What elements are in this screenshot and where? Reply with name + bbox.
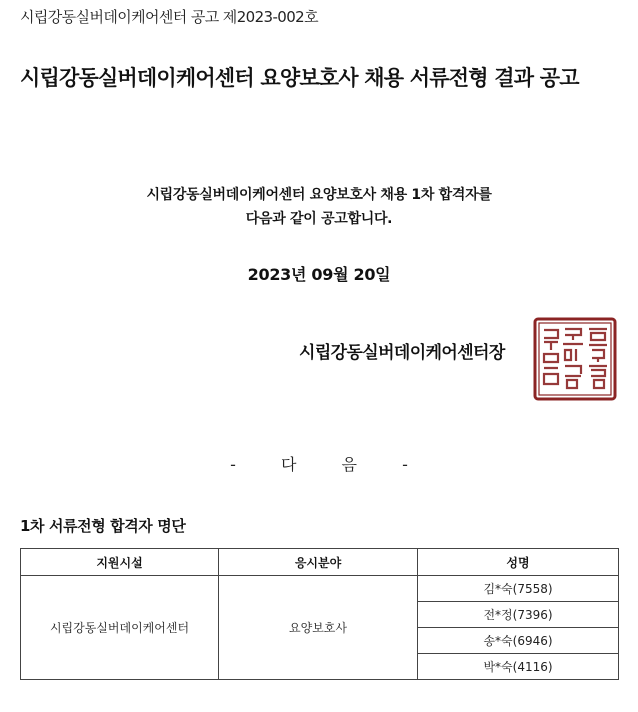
- cell-name: 김*숙(7558): [418, 576, 619, 602]
- header-facility: 지원시설: [21, 549, 219, 576]
- following-dash-left: -: [230, 455, 236, 474]
- table-header-row: [21, 549, 619, 576]
- following-word-2: 음: [341, 455, 358, 474]
- intro-line-1: 시립강동실버데이케어센터 요양보호사 채용 1차 합격자를: [146, 187, 492, 203]
- notice-date: 2023년 09월 20일: [247, 265, 391, 284]
- document-title: 시립강동실버데이케어센터 요양보호사 채용 서류전형 결과 공고: [20, 66, 579, 90]
- official-seal-icon: [532, 316, 618, 402]
- cell-name: 송*숙(6946): [418, 628, 619, 654]
- header-name: 성명: [418, 549, 619, 576]
- cell-field: 요양보호사: [219, 576, 418, 680]
- cell-facility: 시립강동실버데이케어센터: [21, 576, 219, 680]
- issuer-name: 시립강동실버데이케어센터장: [299, 343, 505, 363]
- following-dash-right: -: [402, 455, 408, 474]
- following-marker: [0, 452, 638, 475]
- header-field: 응시분야: [219, 549, 418, 576]
- cell-name: 박*숙(4116): [418, 654, 619, 680]
- list-title: 1차 서류전형 합격자 명단: [20, 517, 186, 535]
- intro-line-2: 다음과 같이 공고합니다.: [245, 211, 393, 227]
- following-word-1: 다: [280, 455, 297, 474]
- notice-number: 시립강동실버데이케어센터 공고 제2023-002호: [20, 8, 318, 26]
- results-table: [20, 548, 619, 680]
- cell-name: 전*정(7396): [418, 602, 619, 628]
- table-row: [21, 576, 619, 602]
- intro-text: [0, 183, 638, 231]
